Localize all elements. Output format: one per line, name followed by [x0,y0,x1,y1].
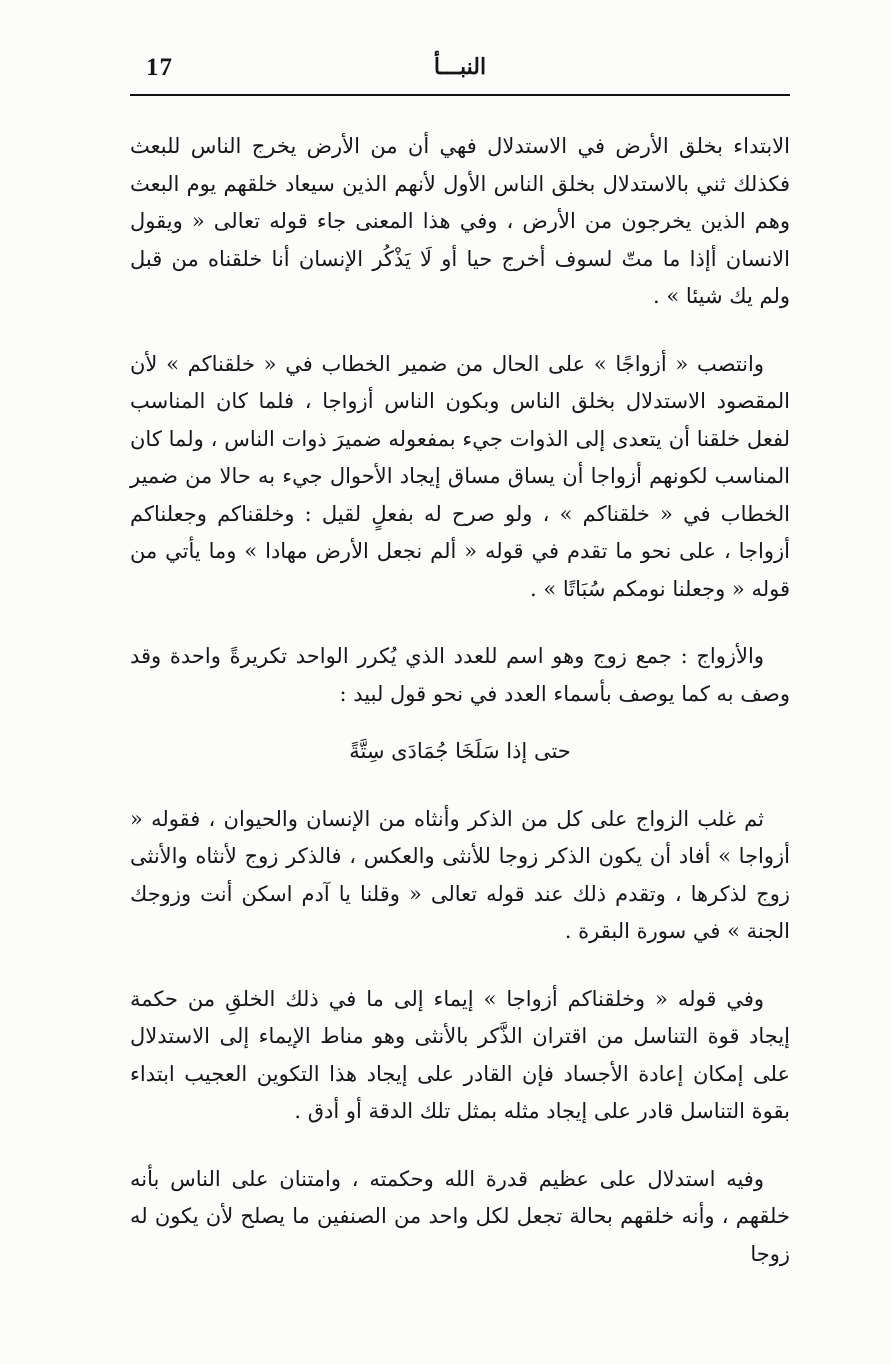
page-header [130,52,790,96]
page-number: 17 [146,54,173,81]
poetry-verse: حتى إذا سَلَخَا جُمَادَى سِتَّةً [349,739,571,763]
running-title: النبـــأ [433,54,487,80]
paragraph: والأزواج : جمع زوج وهو اسم للعدد الذي يُكرر الواحد تكريرةً واحدة وقد وصف به كما يوصف بأسماء العدد في نحو قول لبيد : [130,644,790,706]
page-body [130,128,790,1303]
paragraph: وفي قوله « وخلقناكم أزواجا » إيماء إلى ما في ذلك الخلقِ من حكمة إيجاد قوة التناسل من اقتران الذَّكر بالأنثى وهو مناط الإيماء إلى الاستدلال على إمكان إعادة الأجساد فإن القادر على إيجاد هذا التكوين العجيب ابتداء بقوة التناسل قادر على إيجاد مثله بمثل تلك الدقة أو أدق . [130,986,790,1123]
paragraph: الابتداء بخلق الأرض في الاستدلال فهي أن من الأرض يخرج الناس للبعث فكذلك ثني بالاستدلال بخلق الناس الأول لأنهم الذين سيعاد خلقهم يوم البعث وهم الذين يخرجون من الأرض ، وفي هذا المعنى جاء قوله تعالى « ويقول الانسان أإذا ما متّ لسوف أخرج حيا أو لَا يَذْكُر الإنسان أنا خلقناه من قبل ولم يك شيئا » . [130,134,790,308]
paragraph: ثم غلب الزواج على كل من الذكر وأنثاه من الإنسان والحيوان ، فقوله « أزواجا » أفاد أن يكون الذكر زوجا للأنثى والعكس ، فالذكر زوج لأنثاه والأنثى زوج لذكرها ، وتقدم ذلك عند قوله تعالى « وقلنا يا آدم اسكن أنت وزوجك الجنة » في سورة البقرة . [130,806,790,943]
header-rule [130,94,790,96]
paragraph: وانتصب « أزواجًا » على الحال من ضمير الخطاب في « خلقناكم » لأن المقصود الاستدلال بخلق الناس وبكون الناس أزواجا ، فلما كان المناسب لفعل خلقنا أن يتعدى إلى الذوات جيء بمفعوله ضميرَ ذوات الناس ، ولما كان المناسب لكونهم أزواجا أن يساق مساق إيجاد الأحوال جيء به حالا من ضمير الخطاب في « خلقناكم » ، ولو صرح له بفعلٍ لقيل : وخلقناكم وجعلناكم أزواجا ، على نحو ما تقدم في قوله « ألم نجعل الأرض مهادا » وما يأتي من قوله « وجعلنا نومكم سُبَاتًا » . [130,351,790,601]
paragraph: وفيه استدلال على عظيم قدرة الله وحكمته ، وامتنان على الناس بأنه خلقهم ، وأنه خلقهم بحالة تجعل لكل واحد من الصنفين ما يصلح لأن يكون له زوجا [130,1166,790,1266]
